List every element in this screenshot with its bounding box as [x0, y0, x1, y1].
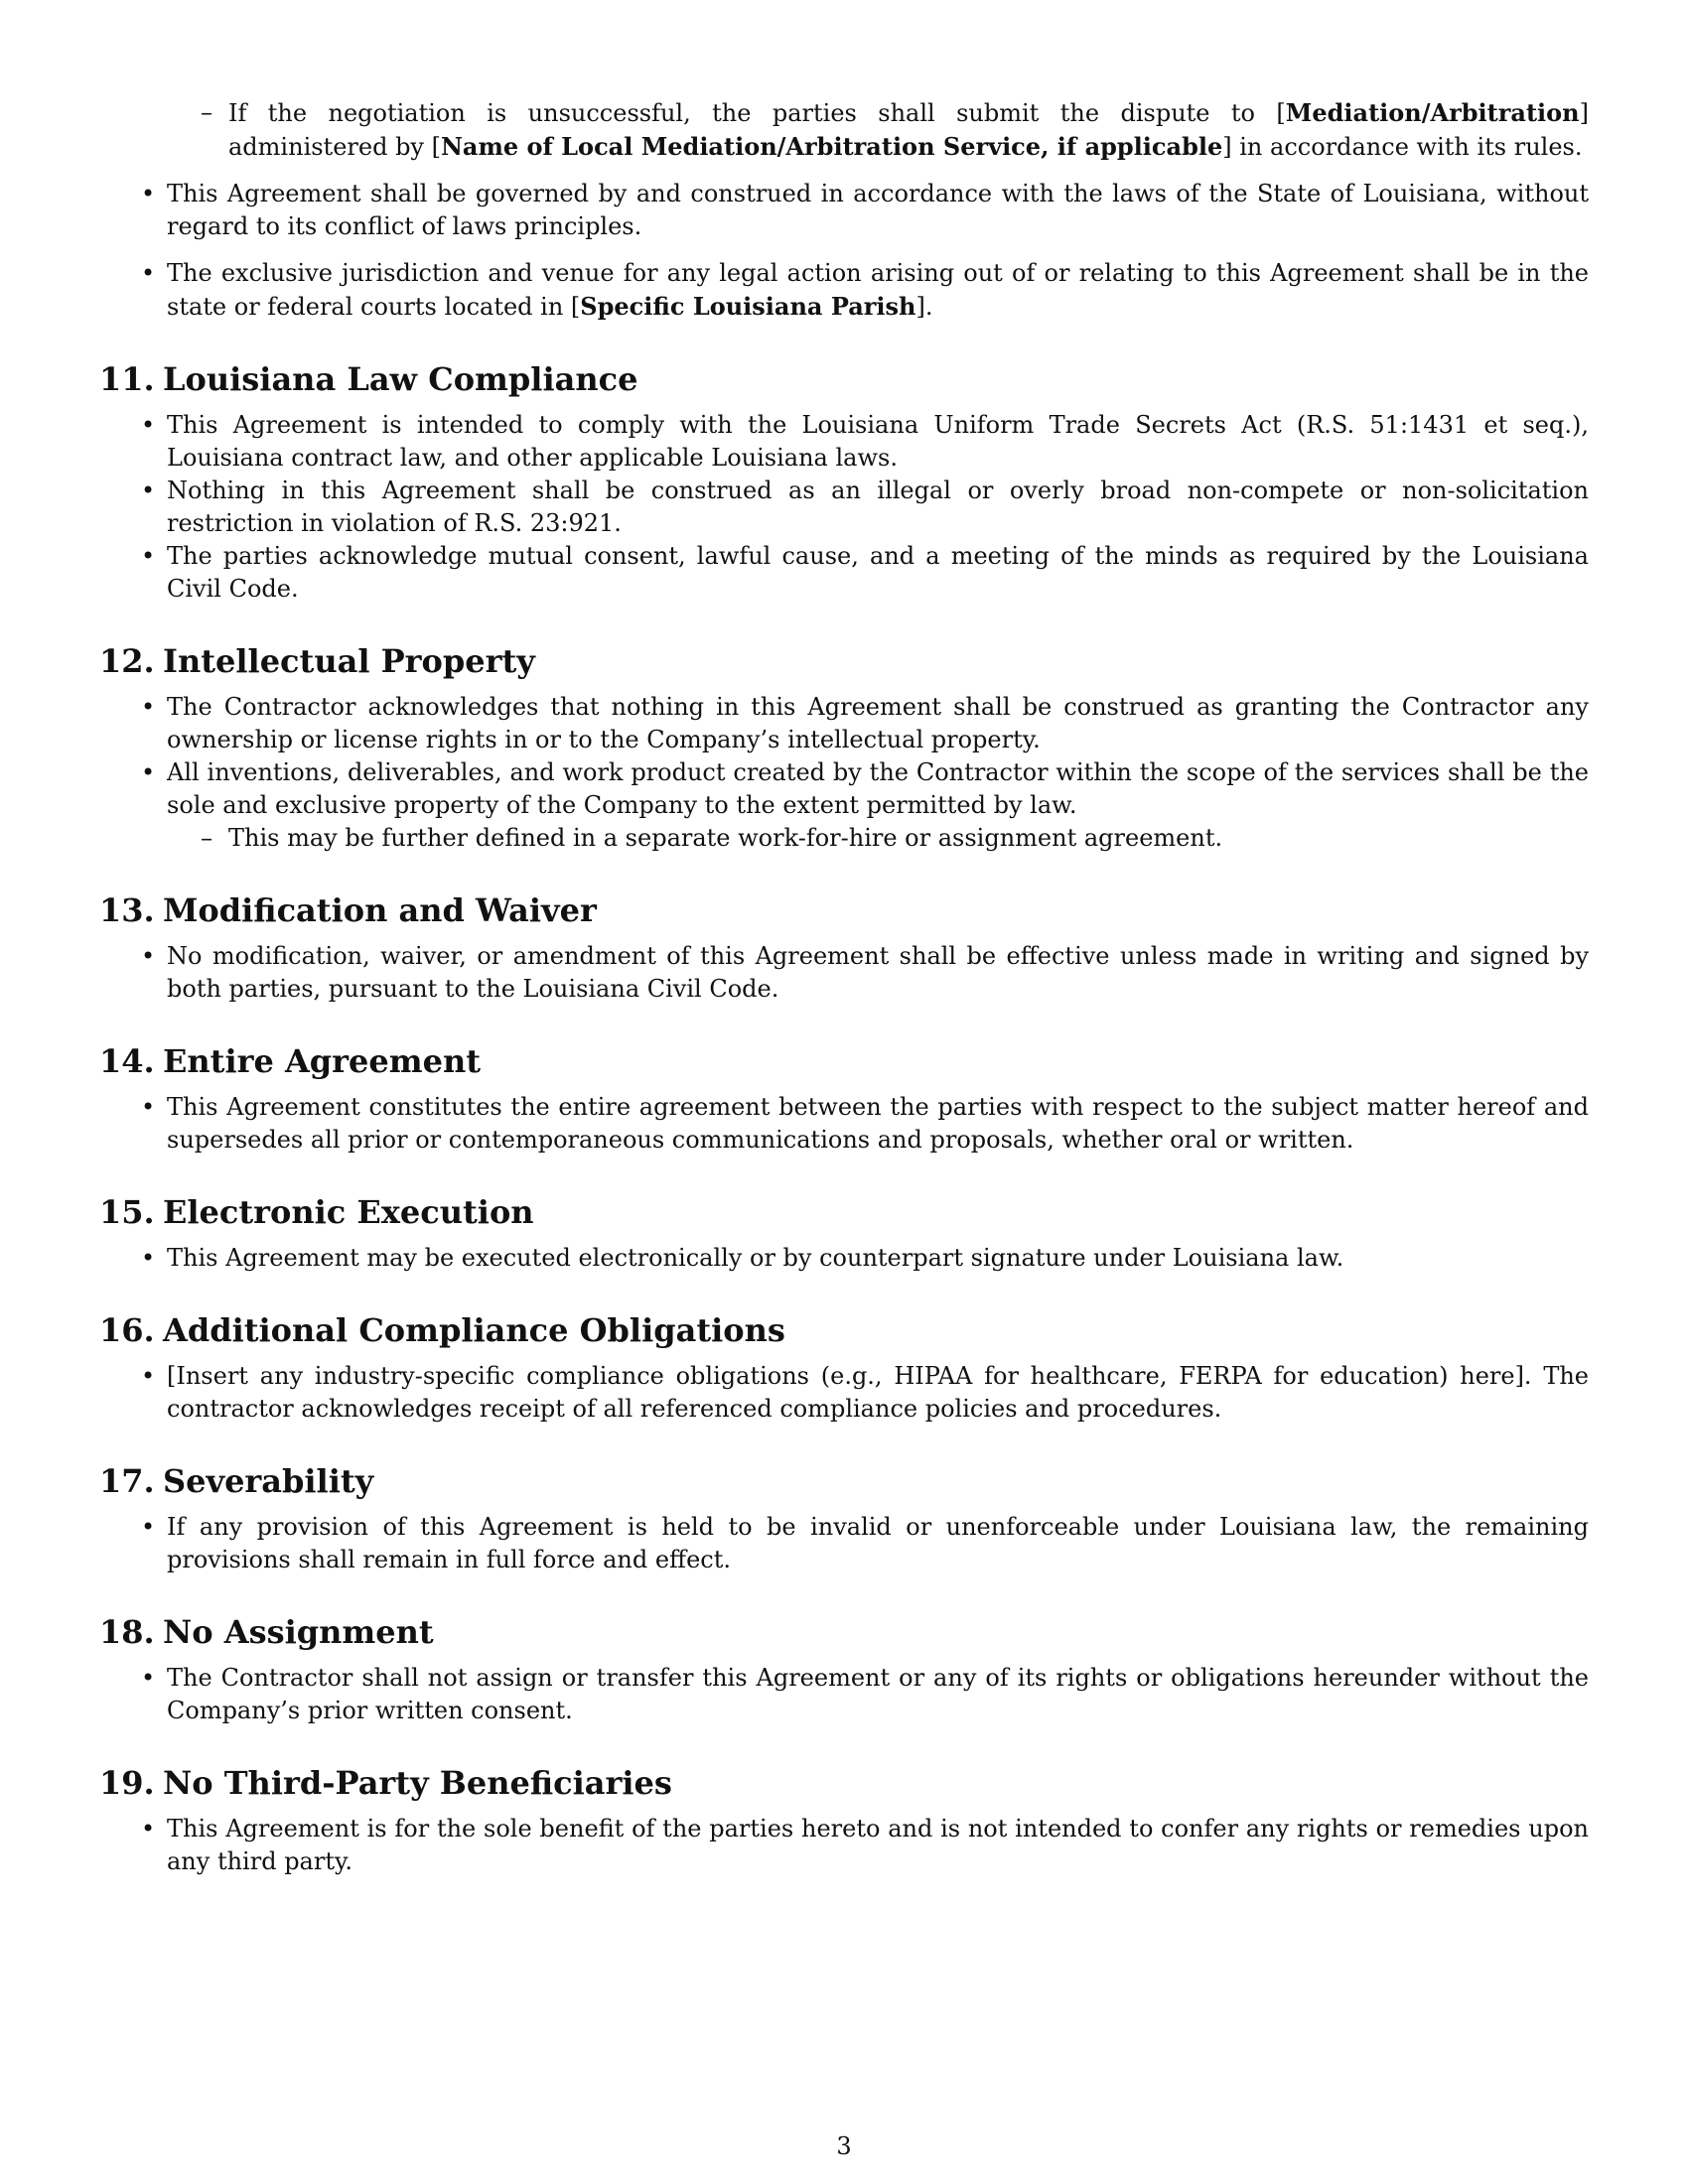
- list-item: • This Agreement is for the sole benefit of the parties hereto and is not intended to confer any rights or remedies upon any third party.: [141, 1815, 1589, 1875]
- bullet-marker: •: [141, 180, 156, 207]
- list-item: • The Contractor shall not assign or transfer this Agreement or any of its rights or obligations hereunder without the Company’s prior written consent.: [141, 1664, 1589, 1724]
- continued-list: [99, 178, 1589, 324]
- section-heading: 19. No Third-Party Beneficiaries: [99, 1764, 672, 1802]
- page-number: 3: [836, 2132, 852, 2160]
- list-item: • This Agreement constitutes the entire agreement between the parties with respect to the subject matter hereof and supersedes all prior or contemporaneous communications and proposals, whether oral or written.: [141, 1093, 1589, 1154]
- list-item: • The parties acknowledge mutual consent, lawful cause, and a meeting of the minds as required by the Louisiana Civil Code.: [141, 542, 1589, 603]
- list-item: • If any provision of this Agreement is held to be invalid or unenforceable under Louisiana law, the remaining provisions shall remain in full force and effect.: [141, 1513, 1589, 1573]
- continued-section: [99, 96, 1589, 324]
- section-list: [99, 1360, 1589, 1426]
- section-heading: 11. Louisiana Law Compliance: [99, 360, 638, 398]
- section-list: [99, 1813, 1589, 1878]
- section-15: [99, 1192, 1589, 1275]
- dash-marker: –: [201, 98, 212, 126]
- section-list: [99, 940, 1589, 1006]
- section-list: [99, 1511, 1589, 1576]
- section-heading: 16. Additional Compliance Obligations: [99, 1311, 785, 1349]
- bullet-marker: •: [141, 542, 156, 570]
- section-11: [99, 359, 1589, 606]
- bullet-marker: •: [141, 693, 156, 721]
- list-item: • The exclusive jurisdiction and venue for any legal action arising out of or relating to this Agreement shall be in the state or federal courts located in [Specific Louisiana Parish].: [141, 259, 1589, 321]
- list-item-dash: – If the negotiation is unsuccessful, the parties shall submit the dispute to [Mediation/Arbitration] administered by [Name of Local Mediation/Arbitration Service, if applicable] in accordance with its rules.: [99, 96, 1589, 164]
- section-18: [99, 1612, 1589, 1727]
- section-heading: 12. Intellectual Property: [99, 642, 535, 680]
- section-heading: 13. Modification and Waiver: [99, 891, 597, 929]
- section-sublist: [99, 822, 1589, 855]
- list-item: • The Contractor acknowledges that nothing in this Agreement shall be construed as granting the Contractor any ownership or license rights in or to the Company’s intellectual property.: [141, 693, 1589, 753]
- bullet-marker: •: [141, 411, 156, 439]
- list-item-dash: – This may be further defined in a separate work-for-hire or assignment agreement.: [99, 822, 1589, 855]
- section-list: [99, 691, 1589, 822]
- section-list: [99, 1242, 1589, 1275]
- list-item: • This Agreement shall be governed by and construed in accordance with the laws of the State of Louisiana, without regard to its conflict of laws principles.: [141, 180, 1589, 240]
- section-heading: 17. Severability: [99, 1462, 374, 1500]
- section-14: [99, 1041, 1589, 1157]
- section-13: [99, 890, 1589, 1006]
- bullet-marker: •: [141, 1664, 156, 1692]
- continued-sublist: [99, 96, 1589, 164]
- bullet-marker: •: [141, 1513, 156, 1541]
- list-item: • [Insert any industry-specific compliance obligations (e.g., HIPAA for healthcare, FERPA for education) here]. The contractor acknowledges receipt of all referenced compliance policies and procedures.: [141, 1362, 1589, 1423]
- section-list: [99, 1662, 1589, 1727]
- bullet-marker: •: [141, 1244, 156, 1272]
- list-item: • All inventions, deliverables, and work product created by the Contractor within the scope of the services shall be the sole and exclusive property of the Company to the extent permitted by law.: [141, 758, 1589, 819]
- section-heading: 18. No Assignment: [99, 1613, 434, 1651]
- dash-marker: –: [201, 824, 212, 852]
- section-12: [99, 641, 1589, 855]
- document-page: [99, 96, 1589, 1878]
- section-17: [99, 1461, 1589, 1576]
- list-item: • No modification, waiver, or amendment of this Agreement shall be effective unless made in writing and signed by both parties, pursuant to the Louisiana Civil Code.: [141, 942, 1589, 1003]
- bullet-marker: •: [141, 758, 156, 786]
- bullet-marker: •: [141, 259, 156, 287]
- bullet-marker: •: [141, 1362, 156, 1390]
- section-list: [99, 409, 1589, 606]
- section-heading: 14. Entire Agreement: [99, 1042, 481, 1080]
- section-19: [99, 1763, 1589, 1878]
- bullet-marker: •: [141, 477, 156, 504]
- list-item: • This Agreement is intended to comply with the Louisiana Uniform Trade Secrets Act (R.S. 51:1431 et seq.), Louisiana contract law, and other applicable Louisiana laws.: [141, 411, 1589, 472]
- bullet-marker: •: [141, 1815, 156, 1843]
- bullet-marker: •: [141, 942, 156, 970]
- section-heading: 15. Electronic Execution: [99, 1193, 534, 1231]
- section-16: [99, 1310, 1589, 1426]
- list-item: • This Agreement may be executed electronically or by counterpart signature under Louisiana law.: [99, 1242, 1589, 1275]
- bullet-marker: •: [141, 1093, 156, 1121]
- list-item: • Nothing in this Agreement shall be construed as an illegal or overly broad non-compete or non-solicitation restriction in violation of R.S. 23:921.: [141, 477, 1589, 537]
- section-list: [99, 1091, 1589, 1157]
